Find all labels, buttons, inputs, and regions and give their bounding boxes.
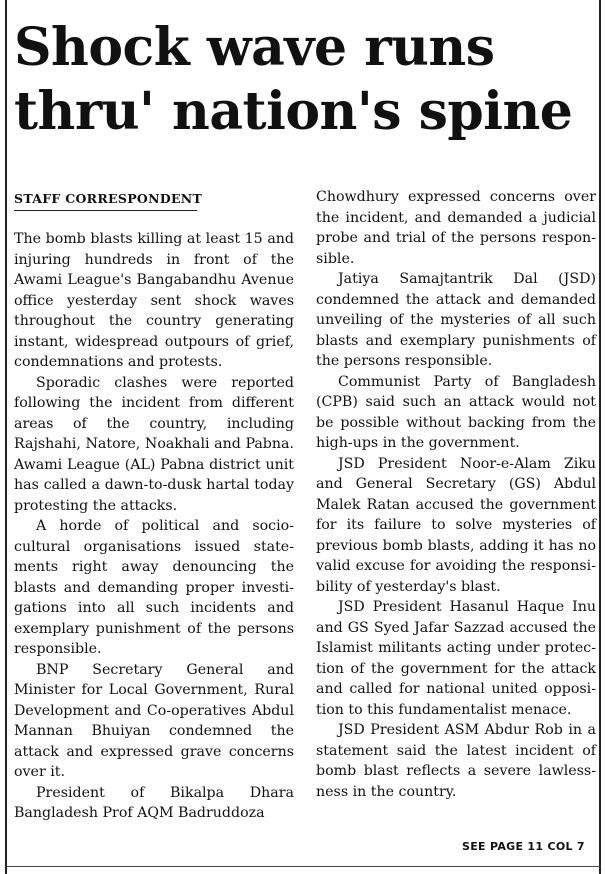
paragraph: JSD President Noor-e-Alam Ziku and General Secretary (GS) Abdul Malek Ratan accused the government for its failure to solve mysteries of previous bomb blasts, adding it has no valid excuse for avoiding the responsibility of yesterday's blast. bbox=[316, 455, 596, 595]
paragraph: President of Bikalpa Dhara Bangladesh Prof AQM Badruddoza bbox=[14, 784, 294, 821]
left-column bbox=[14, 229, 294, 824]
paragraph: A horde of political and sociocultural organisations issued statements right away denouncing the blasts and demanding proper investigations into all such incidents and exemplary punishment of the persons responsible. bbox=[14, 518, 294, 657]
paragraph: JSD President Hasanul Haque Inu and GS Syed Jafar Sazzad accused the Islamist militants acting under protection of the government for the attack and called for national united opposition to this fundamentalist menace. bbox=[316, 599, 596, 718]
paragraph: BNP Secretary General and Minister for Local Government, Rural Development and Co-operatives Abdul Mannan Bhuiyan condemned the attack and expressed grave concerns over it. bbox=[14, 661, 294, 780]
byline: STAFF CORRESPONDENT bbox=[14, 191, 203, 206]
page-border-left bbox=[5, 0, 7, 874]
paragraph: The bomb blasts killing at least 15 and injuring hundreds in front of the Awami League's Bangabandhu Avenue office yesterday sent shock waves throughout the country generating instant, widespread outpours of grief, condemnations and protests. bbox=[14, 231, 294, 370]
page-border-bottom bbox=[5, 866, 601, 867]
continuation-note: SEE PAGE 11 COL 7 bbox=[462, 840, 585, 853]
paragraph: Chowdhury expressed concerns over the incident, and demanded a judicial probe and trial of the persons responsible. bbox=[316, 189, 596, 267]
paragraph: JSD President ASM Abdur Rob in a statement said the latest incident of bomb blast reflects a severe lawlessness in the country. bbox=[316, 722, 596, 800]
page-border-right bbox=[599, 0, 601, 874]
right-column bbox=[316, 187, 596, 802]
headline-line-2: thru' nation's spine bbox=[14, 81, 573, 142]
byline-underline bbox=[14, 210, 197, 211]
paragraph: Sporadic clashes were reported following the incident from different areas of the country, including Rajshahi, Natore, Noakhali and Pabna. Awami League (AL) Pabna district unit has called a dawn-to-dusk hartal today protesting the attacks. bbox=[14, 374, 294, 514]
headline-line-1: Shock wave runs bbox=[14, 17, 495, 78]
paragraph: Communist Party of Bangladesh (CPB) said such an attack would not be possible without backing from the high-ups in the government. bbox=[316, 373, 596, 451]
headline bbox=[14, 16, 594, 144]
paragraph: Jatiya Samajtantrik Dal (JSD) condemned the attack and demanded unveiling of the mysteries of all such blasts and exemplary punishments of the persons responsible. bbox=[316, 271, 596, 369]
